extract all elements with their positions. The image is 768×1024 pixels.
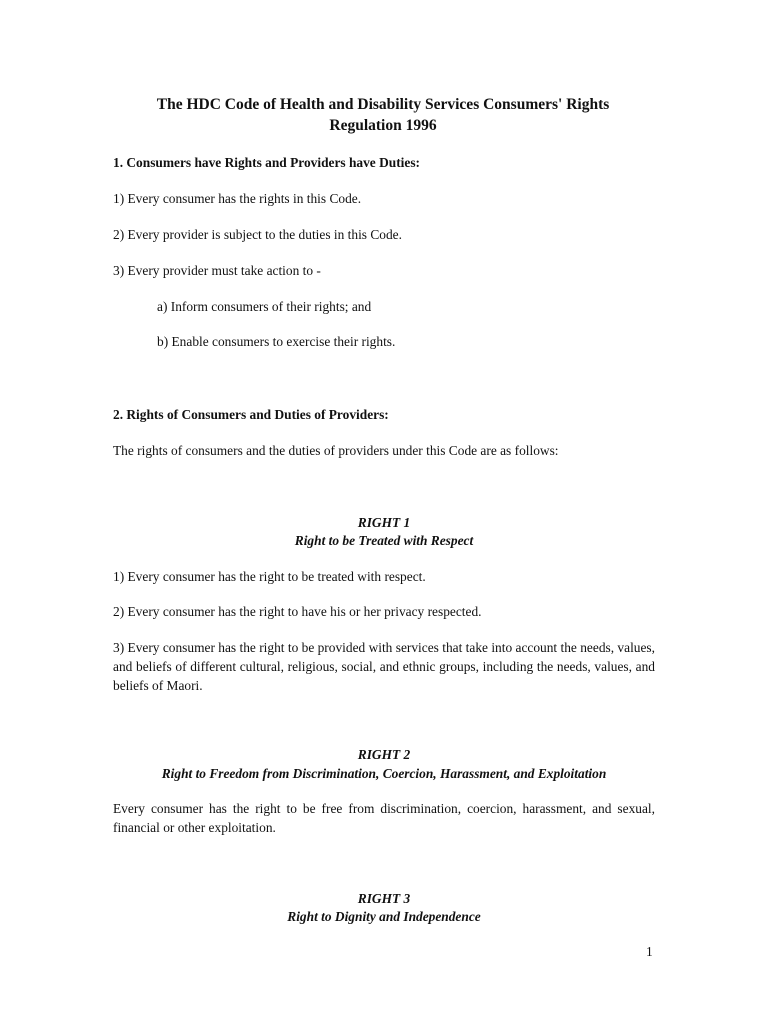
page-number: 1 — [646, 944, 653, 959]
right-1-item-3: 3) Every consumer has the right to be provided with services that take into account the needs, values, and beliefs of different cultural, religious, social, and ethnic groups, including the needs, values, and beliefs of Maori. — [113, 640, 655, 693]
right-2-title: Right to Freedom from Discrimination, Coercion, Harassment, and Exploitation — [161, 766, 607, 781]
section-2-intro: The rights of consumers and the duties of providers under this Code are as follows: — [113, 443, 559, 458]
right-1-item-1: 1) Every consumer has the right to be treated with respect. — [113, 569, 426, 584]
right-1-item-2: 2) Every consumer has the right to have his or her privacy respected. — [113, 604, 482, 619]
document-title-line-2: Regulation 1996 — [329, 117, 437, 134]
right-2-label: RIGHT 2 — [357, 747, 411, 762]
right-1-label: RIGHT 1 — [357, 515, 411, 530]
section-1-item-1: 1) Every consumer has the rights in this Code. — [113, 191, 362, 206]
section-1-heading: 1. Consumers have Rights and Providers have Duties: — [113, 155, 421, 170]
right-2-text: Every consumer has the right to be free from discrimination, coercion, harassment, and sexual, financial or other exploitation. — [113, 801, 655, 835]
section-1-item-3: 3) Every provider must take action to - — [113, 263, 321, 278]
section-1-item-2: 2) Every provider is subject to the duties in this Code. — [113, 227, 402, 242]
section-1-subitem-a: a) Inform consumers of their rights; and — [157, 299, 372, 314]
section-2-heading: 2. Rights of Consumers and Duties of Providers: — [113, 407, 389, 422]
right-3-title: Right to Dignity and Independence — [287, 909, 481, 924]
right-3-label: RIGHT 3 — [357, 891, 411, 906]
right-1-title: Right to be Treated with Respect — [294, 533, 474, 548]
document-title-line-1: The HDC Code of Health and Disability Services Consumers' Rights — [156, 96, 610, 113]
document-title — [80, 94, 686, 136]
section-1-subitem-b: b) Enable consumers to exercise their rights. — [157, 334, 396, 349]
